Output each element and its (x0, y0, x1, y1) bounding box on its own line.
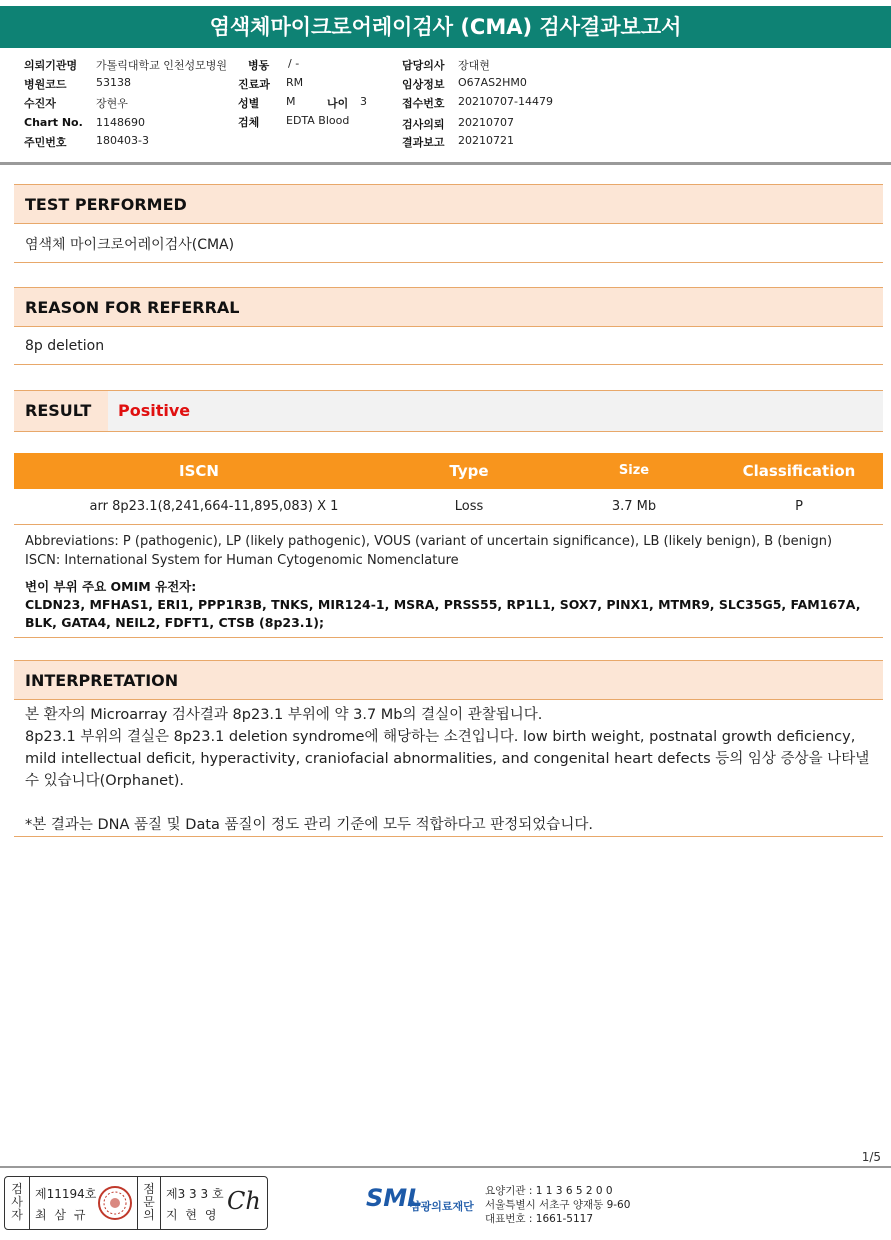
iscn-definition: ISCN: International System for Human Cytogenomic Nomenclature (25, 553, 459, 568)
org-code: 요양기관 : 1 1 3 6 5 2 0 0 (485, 1185, 613, 1197)
org-phone: 대표번호 : 1661-5117 (485, 1213, 594, 1225)
abbreviations (25, 532, 885, 570)
dept-value: RM (286, 76, 304, 89)
sex-label: 성별 (238, 97, 260, 110)
iscn-cell: arr 8p23.1(8,241,664-11,895,083) X 1 (89, 499, 339, 514)
page-number: 1/5 (861, 1150, 881, 1164)
institution-value: 가톨릭대학교 인천성모병원 (96, 59, 228, 72)
type-header: Type (449, 462, 489, 480)
omim-genes-line: CLDN23, MFHAS1, ERI1, PPP1R3B, TNKS, MIR124-1, MSRA, PRSS55, RP1L1, SOX7, PINX1, MTMR9, SLC35G5, FAM167A, (25, 597, 861, 612)
dept-label: 진료과 (238, 78, 270, 91)
footer-divider (0, 1166, 891, 1168)
result-label: RESULT (14, 391, 108, 431)
iscn-header: ISCN (179, 462, 219, 480)
divider (14, 262, 883, 263)
org-address (485, 1184, 630, 1226)
specimen-value: EDTA Blood (286, 114, 350, 127)
omim-heading: 변이 부위 주요 OMIM 유전자: (25, 579, 197, 594)
size-cell: 3.7 Mb (611, 499, 657, 514)
ward-label: 병동 (248, 59, 270, 72)
org-name: 삼광의료재단 (410, 1200, 474, 1213)
chart-label: Chart No. (24, 116, 83, 129)
examiner-number: 제11194호 (35, 1187, 97, 1201)
interpretation-paragraph: 8p23.1 부위의 결실은 8p23.1 deletion syndrome에 해당하는 소견입니다. low birth weight, postnatal growth deficiency, mild intellectual deficit, hyperactivity, craniofacial abnormalities, and congenital heart defects 등의 임상 증상을 나타낼 수 있습니다(Orphanet). (25, 729, 870, 789)
signature-box (4, 1176, 268, 1230)
age-value: 3 (360, 95, 367, 108)
sex-value: M (286, 95, 296, 108)
classification-header: Classification (742, 462, 856, 480)
institution-label: 의뢰기관명 (24, 59, 78, 72)
classification-cell: P (795, 499, 803, 514)
divider (14, 364, 883, 365)
interpretation-heading: INTERPRETATION (14, 660, 883, 700)
signature: Ch (227, 1187, 261, 1215)
size-header: Size (618, 463, 650, 478)
clinical-value: O67AS2HM0 (458, 76, 527, 89)
examinee-label: 수진자 (24, 97, 56, 110)
qc-statement: *본 결과는 DNA 품질 및 Data 품질이 정도 관리 기준에 모두 적합하다고 판정되었습니다. (25, 817, 593, 833)
doctor-label: 담당의사 (402, 59, 445, 72)
receipt-label: 접수번호 (402, 97, 445, 110)
omim-genes-line: BLK, GATA4, NEIL2, FDFT1, CTSB (8p23.1); (25, 615, 324, 630)
sml-logo: SML (366, 1184, 423, 1212)
chart-value: 1148690 (96, 116, 145, 129)
divider (14, 836, 883, 837)
receipt-value: 20210707-14479 (458, 95, 553, 108)
test-performed-heading: TEST PERFORMED (14, 184, 883, 224)
cnv-table-header (14, 453, 883, 489)
reviewer-name: 지 현 영 (166, 1208, 219, 1222)
doctor-value: 장대현 (458, 59, 490, 72)
examinee-value: 장현우 (96, 97, 128, 110)
type-cell: Loss (454, 499, 484, 514)
reviewer-label: 점문의 (143, 1182, 155, 1222)
patient-info (0, 50, 891, 165)
id-label: 주민번호 (24, 136, 67, 149)
table-row (14, 490, 883, 524)
id-value: 180403-3 (96, 134, 149, 147)
header-divider (0, 162, 891, 165)
org-address-line: 서울특별시 서초구 양재동 9-60 (485, 1199, 631, 1211)
result-row (14, 390, 883, 432)
request-value: 20210707 (458, 116, 514, 129)
omim-genes (25, 578, 885, 632)
referral-value: 8p deletion (25, 338, 105, 354)
divider (14, 637, 883, 638)
specimen-label: 검체 (238, 116, 260, 129)
test-performed-value: 염색체 마이크로어레이검사(CMA) (25, 237, 235, 253)
report-label: 결과보고 (402, 136, 445, 149)
age-label: 나이 (327, 97, 349, 110)
hospital-code-value: 53138 (96, 76, 131, 89)
examiner-label: 검사자 (11, 1182, 23, 1222)
referral-heading: REASON FOR REFERRAL (14, 287, 883, 327)
examiner-name: 최 삼 규 (35, 1208, 88, 1222)
divider (14, 524, 883, 525)
request-label: 검사의뢰 (402, 118, 445, 131)
result-value: Positive (118, 401, 191, 420)
ward-value: / - (288, 57, 300, 70)
report-title: 염색체마이크로어레이검사 (CMA) 검사결과보고서 (0, 6, 891, 48)
clinical-label: 임상정보 (402, 78, 445, 91)
report-value: 20210721 (458, 134, 514, 147)
interpretation-paragraph: 본 환자의 Microarray 검사결과 8p23.1 부위에 약 3.7 Mb의 결실이 관찰됩니다. (25, 707, 543, 723)
seal-icon (97, 1185, 133, 1221)
hospital-code-label: 병원코드 (24, 78, 67, 91)
reviewer-number: 제3 3 3 호 (166, 1187, 224, 1201)
abbreviations-line: Abbreviations: P (pathogenic), LP (likely pathogenic), VOUS (variant of uncertain significance), LB (likely benign), B (benign) (25, 534, 833, 549)
interpretation-body (25, 704, 881, 836)
